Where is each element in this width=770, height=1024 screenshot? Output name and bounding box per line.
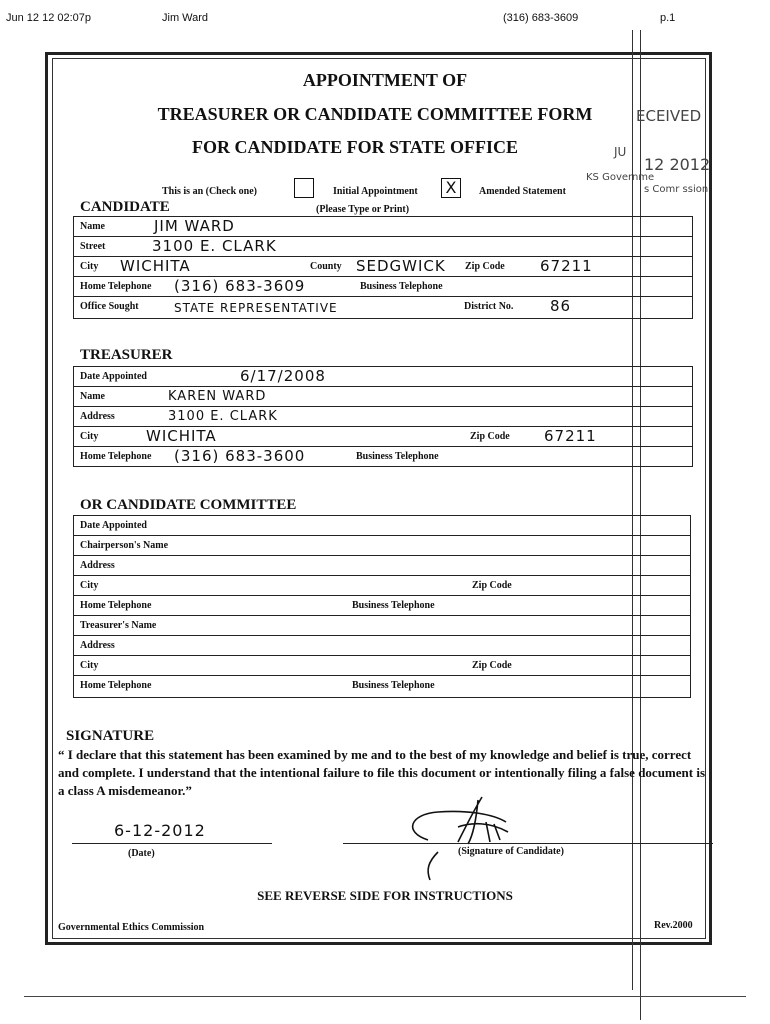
- candidate-section: [73, 216, 693, 319]
- candidate-street-row: [74, 237, 692, 257]
- candidate-office-value[interactable]: STATE REPRESENTATIVE: [174, 301, 338, 315]
- form-title-line1: APPOINTMENT OF: [302, 70, 468, 90]
- treasurer-address-label: Address: [80, 411, 115, 422]
- committee-address-label[interactable]: Address: [80, 560, 115, 571]
- page-bottom-line: [24, 996, 746, 997]
- candidate-name-row: [74, 217, 692, 237]
- committee-row: [74, 616, 690, 636]
- treasurer-home-tel-value[interactable]: (316) 683-3600: [174, 447, 306, 465]
- signature-line: [343, 843, 713, 844]
- instructions-note: SEE REVERSE SIDE FOR INSTRUCTIONS: [257, 888, 513, 903]
- declaration-text: “ I declare that this statement has been examined by me and to the best of my knowledge and belief is true, correct and complete. I understand that the intentional failure to file this document or intentionally filing a false document is a class A misdemeanor.”: [58, 747, 706, 798]
- candidate-street-label: Street: [80, 241, 106, 252]
- treasurer-date-label: Date Appointed: [80, 371, 147, 382]
- committee-row: [74, 536, 690, 556]
- fax-sender: Jim Ward: [162, 12, 209, 24]
- treasurer-section: [73, 366, 693, 467]
- committee-row: [74, 676, 690, 699]
- committee-section: [73, 515, 691, 698]
- committee-home-tel2-label[interactable]: Home Telephone: [80, 680, 152, 691]
- treasurer-date-value[interactable]: 6/17/2008: [240, 367, 326, 385]
- amended-statement-label: Amended Statement: [479, 186, 566, 197]
- fax-phone: (316) 683-3609: [503, 12, 579, 24]
- treasurer-home-tel-label: Home Telephone: [80, 451, 152, 462]
- stamp-org-line2: s Comr ssion: [644, 184, 709, 195]
- amended-statement-checkbox[interactable]: X: [441, 178, 461, 198]
- treasurer-date-row: [74, 367, 692, 387]
- candidate-signature: [398, 792, 528, 882]
- candidate-bus-tel-label: Business Telephone: [360, 281, 443, 292]
- candidate-district-value[interactable]: 86: [550, 297, 572, 315]
- initial-appointment-label: Initial Appointment: [333, 186, 418, 197]
- treasurer-city-value[interactable]: WICHITA: [146, 427, 217, 445]
- received-stamp: ECEIVED: [636, 107, 702, 125]
- committee-row: [74, 596, 690, 616]
- candidate-district-label: District No.: [464, 301, 514, 312]
- footer-org: Governmental Ethics Commission: [58, 922, 205, 933]
- treasurer-address-value[interactable]: 3100 E. CLARK: [168, 409, 278, 424]
- candidate-county-value[interactable]: SEDGWICK: [356, 257, 446, 275]
- candidate-office-row: [74, 297, 692, 320]
- treasurer-name-value[interactable]: KAREN WARD: [168, 389, 267, 404]
- print-note: (Please Type or Print): [316, 204, 410, 215]
- committee-zip-label[interactable]: Zip Code: [472, 580, 512, 591]
- signature-date-value[interactable]: 6-12-2012: [114, 821, 206, 840]
- treasurer-address-row: [74, 407, 692, 427]
- form-title-line3: FOR CANDIDATE FOR STATE OFFICE: [191, 137, 519, 157]
- signature-label: (Signature of Candidate): [458, 846, 564, 857]
- committee-heading: OR CANDIDATE COMMITTEE: [80, 497, 297, 513]
- treasurer-phone-row: [74, 447, 692, 468]
- candidate-office-label: Office Sought: [80, 301, 139, 312]
- candidate-zip-label: Zip Code: [465, 261, 505, 272]
- treasurer-heading: TREASURER: [80, 347, 173, 363]
- candidate-city-row: [74, 257, 692, 277]
- fax-page: p.1: [660, 12, 676, 24]
- committee-chair-label[interactable]: Chairperson's Name: [80, 540, 169, 551]
- type-prompt: This is an (Check one): [162, 186, 258, 197]
- committee-row: [74, 636, 690, 656]
- committee-row: [74, 576, 690, 596]
- committee-home-tel-label[interactable]: Home Telephone: [80, 600, 152, 611]
- date-line: [72, 843, 272, 844]
- treasurer-bus-tel-label: Business Telephone: [356, 451, 439, 462]
- signature-heading: SIGNATURE: [66, 728, 155, 744]
- candidate-county-label: County: [310, 261, 342, 272]
- candidate-city-value[interactable]: WICHITA: [120, 257, 191, 275]
- committee-zip2-label[interactable]: Zip Code: [472, 660, 512, 671]
- committee-treasurer-name-label[interactable]: Treasurer's Name: [80, 620, 157, 631]
- committee-date-label[interactable]: Date Appointed: [80, 520, 147, 531]
- stamp-date: 12 2012: [644, 155, 711, 174]
- stamp-org-line1: KS Governme: [586, 172, 655, 183]
- treasurer-city-label: City: [80, 431, 99, 442]
- candidate-heading: CANDIDATE: [80, 199, 170, 215]
- treasurer-name-label: Name: [80, 391, 105, 402]
- committee-row: [74, 656, 690, 676]
- treasurer-city-row: [74, 427, 692, 447]
- candidate-zip-value[interactable]: 67211: [540, 257, 593, 275]
- candidate-name-value[interactable]: JIM WARD: [154, 217, 235, 235]
- candidate-home-tel-value[interactable]: (316) 683-3609: [174, 277, 306, 295]
- candidate-phone-row: [74, 277, 692, 297]
- committee-row: [74, 516, 690, 536]
- fax-datetime: Jun 12 12 02:07p: [6, 12, 92, 24]
- candidate-street-value[interactable]: 3100 E. CLARK: [152, 237, 277, 255]
- committee-bus-tel2-label[interactable]: Business Telephone: [352, 680, 435, 691]
- footer-rev: Rev.2000: [654, 920, 693, 931]
- committee-city-label[interactable]: City: [80, 580, 99, 591]
- treasurer-name-row: [74, 387, 692, 407]
- initial-appointment-checkbox[interactable]: [294, 178, 314, 198]
- treasurer-zip-value[interactable]: 67211: [544, 427, 597, 445]
- committee-bus-tel-label[interactable]: Business Telephone: [352, 600, 435, 611]
- signature-date-label: (Date): [128, 848, 155, 859]
- form-title-line2: TREASURER OR CANDIDATE COMMITTEE FORM: [157, 104, 593, 124]
- treasurer-zip-label: Zip Code: [470, 431, 510, 442]
- candidate-city-label: City: [80, 261, 99, 272]
- committee-city2-label[interactable]: City: [80, 660, 99, 671]
- committee-address2-label[interactable]: Address: [80, 640, 115, 651]
- stamp-month: JU: [614, 145, 627, 159]
- committee-row: [74, 556, 690, 576]
- candidate-name-label: Name: [80, 221, 105, 232]
- candidate-home-tel-label: Home Telephone: [80, 281, 152, 292]
